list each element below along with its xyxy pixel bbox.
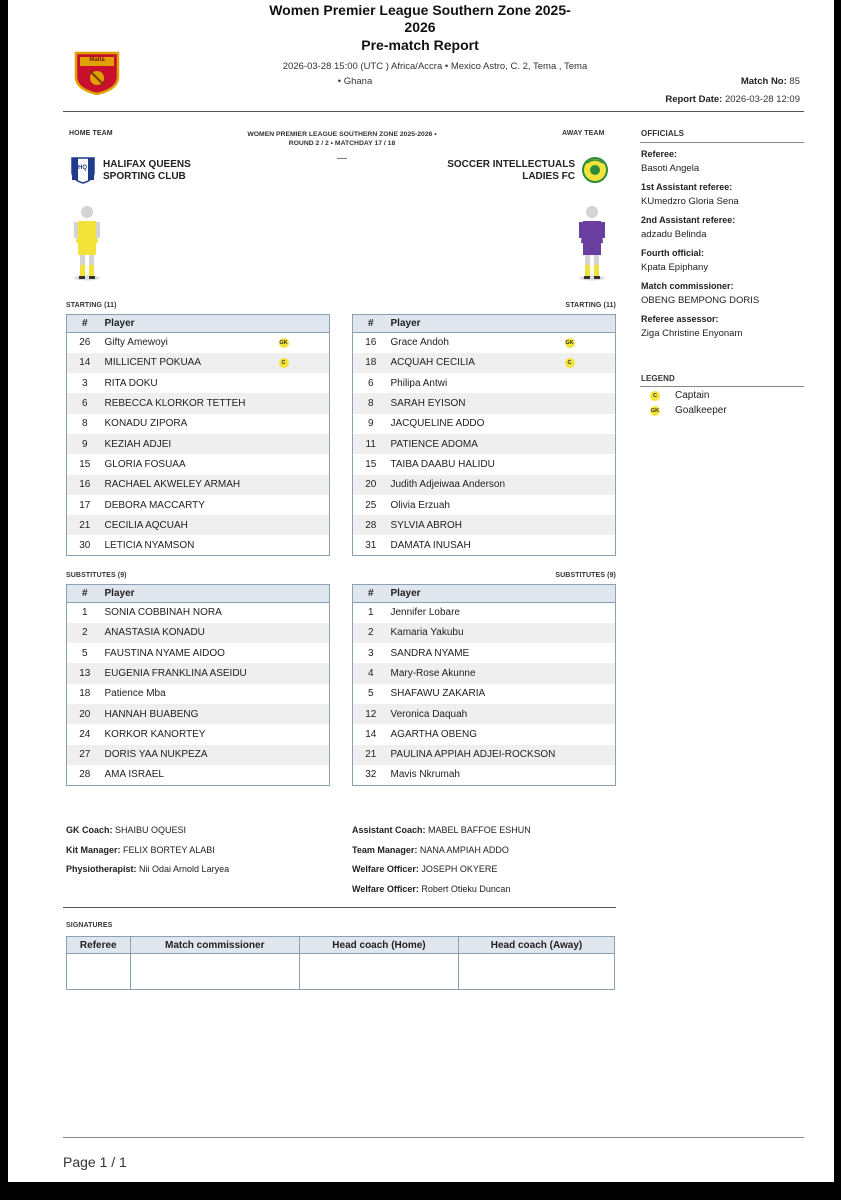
home-team-label: HOME TEAM [69,130,113,137]
table-row [353,603,616,623]
player-name-cell [103,603,330,623]
player-name-cell [103,643,330,663]
player-name-cell [389,475,616,495]
staff-entry [352,864,497,874]
player-name-cell [389,704,616,724]
signature-box-referee [67,954,131,990]
staff-name: Robert Otieku Duncan [421,883,511,894]
home-starting-table [66,314,330,556]
legend-goalkeeper-label: Goalkeeper [675,405,727,416]
player-name-cell [103,684,330,704]
table-row [67,745,330,765]
player-number: 18 [353,353,389,373]
player-number: 15 [365,458,377,470]
player-name-cell [103,475,330,495]
report-date [665,94,800,105]
player-name: LETICIA NYAMSON [104,539,195,551]
legend-captain-label: Captain [675,390,710,401]
player-number: 5 [367,688,374,700]
goalkeeper-badge-icon: GK [565,340,574,346]
official-name: Ziga Christine Enyonam [641,328,743,339]
right-edge-bar [834,0,841,1200]
player-name: PAULINA APPIAH ADJEI-ROCKSON [390,749,556,761]
table-row [67,704,330,724]
player-name: Mavis Nkrumah [390,769,460,781]
player-name-cell [389,603,616,623]
signature-box-commissioner [130,954,299,990]
staff-entry [66,825,186,835]
legend-divider [640,386,804,387]
player-name-cell [103,333,330,353]
table-row [67,535,330,555]
staff-role: Team Manager: [352,844,418,855]
player-name-cell [103,745,330,765]
table-row [353,434,616,454]
player-name: JACQUELINE ADDO [390,418,485,430]
player-name-cell [103,724,330,744]
player-number: 31 [365,539,377,551]
player-name: MILLICENT POKUAA [104,357,202,369]
player-name: DAMATA INUSAH [390,539,471,551]
player-name-cell [103,495,330,515]
player-name-cell [389,414,616,434]
home-crest-text: HQ [78,165,87,171]
table-row [67,393,330,413]
table-row [67,765,330,785]
table-row [67,684,330,704]
player-name: HANNAH BUABENG [104,708,199,720]
player-name-cell [389,353,616,373]
column-header-number: # [353,585,389,603]
player-number: 1 [81,607,88,619]
official-role: Referee: [641,149,678,159]
player-number: 17 [79,499,91,511]
player-name: REBECCA KLORKOR TETTEH [104,398,246,410]
away-kit-icon [577,203,607,281]
column-header-player: Player [103,315,330,333]
away-substitutes-label: SUBSTITUTES (9) [555,572,616,579]
player-name: Philipa Antwi [390,377,448,389]
league-logo [72,47,122,95]
player-name: Patience Mba [104,688,166,700]
table-row [353,765,616,785]
captain-badge-icon: C [650,391,660,401]
signatures-table [66,936,615,990]
player-name-cell [389,373,616,393]
player-number: 28 [353,515,389,535]
bottom-edge-bar [0,1182,841,1200]
table-row [67,353,330,373]
table-row [353,333,616,353]
player-number: 16 [365,337,377,349]
player-name: Judith Adjeiwaa Anderson [390,479,506,491]
player-name-cell [103,393,330,413]
player-number: 25 [365,499,377,511]
player-name-cell [103,454,330,474]
away-starting-label: STARTING (11) [565,302,616,309]
table-row [67,643,330,663]
player-name-cell [389,434,616,454]
match-datetime-venue: 2026-03-28 15:00 (UTC ) Africa/Accra • Mexico Astro, C. 2, Tema , Tema [282,61,588,72]
table-row [353,704,616,724]
home-kit-icon [72,203,102,281]
player-number: 3 [367,647,374,659]
table-row [67,475,330,495]
home-substitutes-label: SUBSTITUTES (9) [66,572,127,579]
player-name: ACQUAH CECILIA [390,357,475,369]
player-number: 26 [79,337,91,349]
page-number: Page 1 / 1 [63,1154,127,1170]
away-substitutes-table [352,584,616,786]
player-name: GLORIA FOSUAA [104,458,186,470]
staff-role: Welfare Officer: [352,864,419,874]
player-name: KONADU ZIPORA [104,418,188,430]
signature-col-home-coach: Head coach (Home) [299,937,458,954]
column-header-player: Player [389,315,616,333]
logo-text: Malta [89,57,105,63]
staff-role: Kit Manager: [66,844,121,855]
official-name: OBENG BEMPONG DORIS [641,295,760,306]
player-name: CECILIA AQCUAH [104,519,188,531]
player-number: 28 [79,769,91,781]
official-role: 2nd Assistant referee: [641,215,736,225]
staff-name: MABEL BAFFOE ESHUN [428,825,531,835]
left-edge-bar [0,0,8,1200]
player-name: RACHAEL AKWELEY ARMAH [104,479,241,491]
player-name-cell [389,495,616,515]
player-name-cell [389,663,616,683]
player-name-cell [389,515,616,535]
column-header-number: # [67,315,103,333]
staff-divider [63,907,616,908]
player-number: 20 [353,475,389,495]
home-team-name-line2: SPORTING CLUB [103,171,186,182]
player-name-cell [103,535,330,555]
table-row [67,623,330,643]
player-name: Gifty Amewoyi [104,337,168,349]
signature-box-home-coach [299,954,458,990]
officials-heading: OFFICIALS [641,129,685,138]
player-number: 14 [365,728,377,740]
player-name: Kamaria Yakubu [390,627,464,639]
table-row [67,414,330,434]
player-name-cell [103,515,330,535]
footer-divider [63,1137,804,1138]
player-number: 2 [67,623,103,643]
player-name: Grace Andoh [390,337,449,349]
home-team-name-line1: HALIFAX QUEENS [103,159,191,170]
player-number: 15 [79,458,91,470]
player-number: 13 [67,663,103,683]
officials-divider [640,142,804,143]
player-name: SONIA COBBINAH NORA [104,607,222,619]
away-crest [582,155,608,185]
player-number: 30 [79,539,91,551]
official-name: Basoti Angela [641,163,700,174]
table-row [353,724,616,744]
table-row [67,724,330,744]
staff-role: Assistant Coach: [352,825,426,835]
staff-entry [66,864,229,874]
table-row [67,434,330,454]
player-number: 16 [67,475,103,495]
player-number: 27 [67,745,103,765]
player-name-cell [389,393,616,413]
report-date-label: Report Date: [665,94,723,105]
captain-badge-icon: C [565,358,575,368]
staff-entry [66,845,215,855]
table-row [353,745,616,765]
table-row [67,454,330,474]
signature-col-referee: Referee [67,937,131,954]
player-name-cell [389,684,616,704]
goalkeeper-badge-icon: GK [650,408,660,414]
official-role: 1st Assistant referee: [641,182,733,192]
table-row [353,643,616,663]
player-name: SARAH EYISON [390,398,466,410]
report-title-line1: Women Premier League Southern Zone 2025- [269,2,571,18]
player-number: 11 [353,434,389,454]
player-name: FAUSTINA NYAME AIDOO [104,647,225,659]
column-header-player: Player [389,585,616,603]
staff-role: GK Coach: [66,825,113,835]
official-role: Fourth official: [641,248,704,258]
table-row [67,663,330,683]
column-header-number: # [67,585,103,603]
competition-line2: ROUND 2 / 2 • MATCHDAY 17 / 18 [288,140,396,147]
player-name-cell [103,623,330,643]
match-country: • Ghana [337,76,373,87]
table-row [353,663,616,683]
table-row [67,515,330,535]
match-number-value: 85 [789,76,800,87]
player-name: Jennifer Lobare [390,607,460,619]
player-number: 12 [353,704,389,724]
player-name-cell [103,663,330,683]
signature-col-away-coach: Head coach (Away) [459,937,615,954]
player-name: AMA ISRAEL [104,769,164,781]
player-name-cell [389,535,616,555]
player-number: 21 [67,515,103,535]
player-number: 8 [81,418,88,430]
player-number: 8 [353,393,389,413]
player-number: 6 [367,377,374,389]
away-starting-table [352,314,616,556]
player-number: 24 [79,728,91,740]
column-header-player: Player [103,585,330,603]
player-name: DEBORA MACCARTY [104,499,205,511]
player-number: 4 [353,663,389,683]
staff-role: Welfare Officer: [352,883,419,894]
player-name: ANASTASIA KONADU [104,627,205,639]
staff-name: Nii Odai Arnold Laryea [139,864,230,874]
official-name: Kpata Epiphany [641,262,709,273]
player-name: AGARTHA OBENG [390,728,478,740]
match-number [741,76,800,87]
player-name: Mary-Rose Akunne [390,668,476,680]
player-name: KORKOR KANORTEY [104,728,206,740]
staff-role: Physiotherapist: [66,864,137,874]
table-row [353,393,616,413]
captain-badge-icon: C [279,358,289,368]
player-name: Olivia Erzuah [390,499,450,511]
player-number: 20 [67,704,103,724]
match-score: — [337,153,347,164]
player-name: SYLVIA ABROH [390,519,463,531]
legend-heading: LEGEND [641,374,675,383]
player-name: DORIS YAA NUKPEZA [104,749,208,761]
report-date-value: 2026-03-28 12:09 [724,94,800,105]
staff-name: NANA AMPIAH ADDO [419,844,509,855]
player-name: PATIENCE ADOMA [390,438,478,450]
player-name-cell [103,353,330,373]
away-team-label: AWAY TEAM [562,130,605,137]
signature-box-away-coach [459,954,615,990]
player-name-cell [103,434,330,454]
official-name: adzadu Belinda [641,229,707,240]
player-name-cell [103,414,330,434]
player-name: RITA DOKU [104,377,158,389]
table-row [353,495,616,515]
column-header-number: # [353,315,389,333]
table-row [353,684,616,704]
header-divider [63,111,804,112]
match-number-label: Match No: [740,76,787,87]
table-row [67,373,330,393]
official-name: KUmedzro Gloria Sena [641,196,739,207]
competition-line1: WOMEN PREMIER LEAGUE SOUTHERN ZONE 2025-2026 • [247,131,437,138]
home-starting-label: STARTING (11) [66,302,117,309]
player-number: 5 [81,647,88,659]
table-row [353,454,616,474]
player-name-cell [389,724,616,744]
signature-col-commissioner: Match commissioner [130,937,299,954]
player-name-cell [103,704,330,724]
player-number: 9 [367,418,374,430]
staff-name: JOSEPH OKYERE [421,864,498,874]
official-role: Referee assessor: [641,314,719,324]
table-row [353,353,616,373]
staff-entry [352,845,509,855]
table-row [353,515,616,535]
table-row [67,603,330,623]
staff-name: SHAIBU OQUESI [115,825,187,835]
player-number: 6 [67,393,103,413]
table-row [353,623,616,643]
player-name: EUGENIA FRANKLINA ASEIDU [104,668,247,680]
report-title-line2: 2026 [404,19,436,35]
player-name-cell [103,765,330,785]
player-name: SANDRA NYAME [390,647,470,659]
player-name: Veronica Daquah [390,708,468,720]
staff-entry [352,884,510,894]
table-row [353,475,616,495]
player-name: TAIBA DAABU HALIDU [390,458,495,470]
player-number: 2 [353,623,389,643]
official-role: Match commissioner: [641,281,734,291]
player-name-cell [389,643,616,663]
table-row [353,535,616,555]
home-substitutes-table [66,584,330,786]
player-name-cell [389,333,616,353]
table-row [67,333,330,353]
table-row [353,414,616,434]
staff-name: FELIX BORTEY ALABI [123,844,215,855]
player-number: 9 [67,434,103,454]
player-number: 14 [67,353,103,373]
table-row [353,373,616,393]
away-team-name-line1: SOCCER INTELLECTUALS [447,159,575,170]
player-number: 1 [367,607,374,619]
player-name-cell [389,454,616,474]
player-number: 32 [365,769,377,781]
player-number: 3 [81,377,88,389]
signatures-heading: SIGNATURES [66,922,113,929]
table-row [67,495,330,515]
goalkeeper-badge-icon: GK [279,340,288,346]
report-title-line3: Pre-match Report [361,37,479,53]
player-number: 18 [79,688,91,700]
player-number: 21 [353,745,389,765]
player-name-cell [389,623,616,643]
staff-entry [352,825,531,835]
player-name-cell [103,373,330,393]
player-name: KEZIAH ADJEI [104,438,172,450]
player-name-cell [389,765,616,785]
player-name: SHAFAWU ZAKARIA [390,688,486,700]
home-crest [70,156,96,184]
away-team-name-line2: LADIES FC [522,171,575,182]
player-name-cell [389,745,616,765]
